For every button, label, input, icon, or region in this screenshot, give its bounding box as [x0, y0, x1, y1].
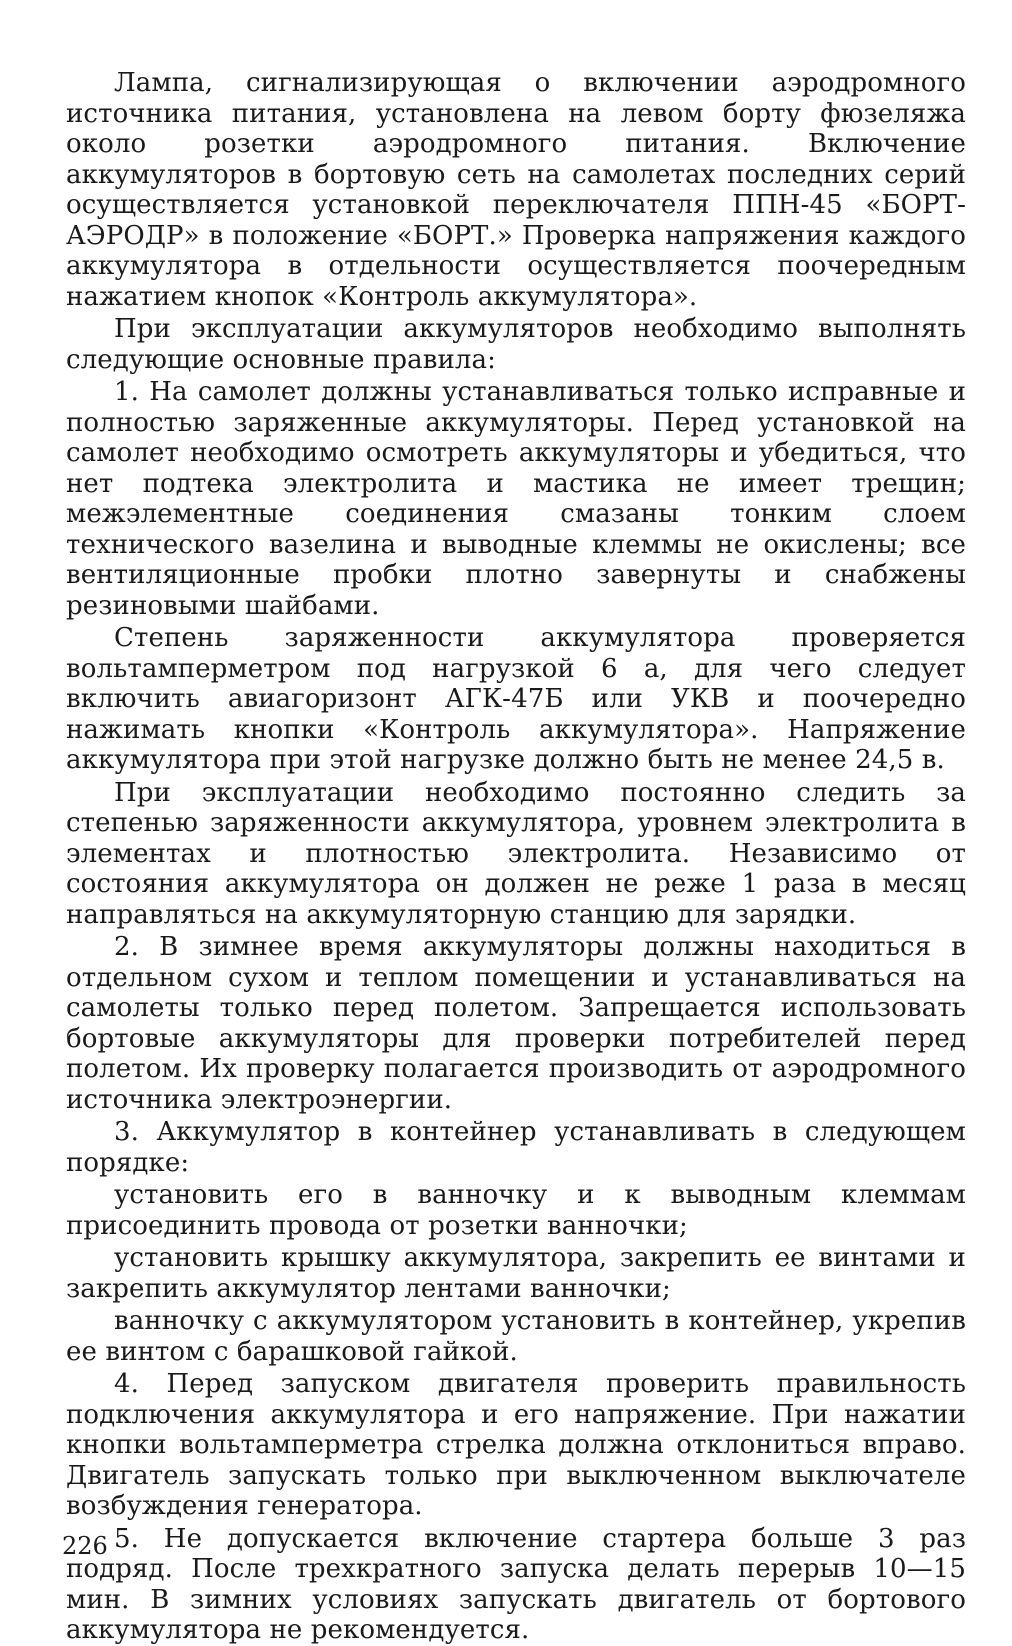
paragraph-rule-3-step-1: установить его в ванночку и к выводным клеммам присоединить провода от розетки ванночки;: [66, 1180, 966, 1241]
paragraph-rule-4: 4. Перед запуском двигателя проверить правильность подключения аккумулятора и его напряжение. При нажатии кнопки вольтамперметра стрелка должна отклониться вправо. Двигатель запускать только при выключенном выключателе возбуждения генератора.: [66, 1369, 966, 1521]
paragraph-charge-monitoring: При эксплуатации необходимо постоянно следить за степенью заряженности аккумулятора, уровнем электролита в элементах и плотностью электролита. Независимо от состояния аккумулятора он должен не реже 1 раза в месяц направляться на аккумуляторную станцию для зарядки.: [66, 777, 966, 930]
paragraph-airfield-lamp: Лампа, сигнализирующая о включении аэродромного источника питания, установлена на левом борту фюзеляжа около розетки аэродромного питания. Включение аккумуляторов в бортовую сеть на самолетах последних серий осуществляется установкой переключателя ППН-45 «БОРТ-АЭРОДР» в положение «БОРТ.» Проверка напряжения каждого аккумулятора в отдельности осуществляется поочередным нажатием кнопок «Контроль аккумулятора».: [66, 68, 966, 312]
paragraph-rule-2: 2. В зимнее время аккумуляторы должны находиться в отдельном сухом и теплом помещении и устанавливаться на самолеты только перед полетом. Запрещается использовать бортовые аккумуляторы для проверки потребителей перед полетом. Их проверку полагается производить от аэродромного источника электроэнергии.: [66, 932, 966, 1115]
page-body: [66, 68, 966, 1646]
paragraph-rule-3-step-3: ванночку с аккумулятором установить в контейнер, укрепив ее винтом с барашковой гайкой.: [66, 1306, 966, 1367]
paragraph-rule-3-step-2: установить крышку аккумулятора, закрепить ее винтами и закрепить аккумулятор лентами ванночки;: [66, 1243, 966, 1304]
paragraph-rule-1: 1. На самолет должны устанавливаться только исправные и полностью заряженные аккумуляторы. Перед установкой на самолет необходимо осмотреть аккумуляторы и убедиться, что нет подтека электролита и мастика не имеет трещин; межэлементные соединения смазаны тонким слоем технического вазелина и выводные клеммы не окислены; все вентиляционные пробки плотно завернуты и снабжены резиновыми шайбами.: [66, 377, 966, 621]
paragraph-charge-check: Степень заряженности аккумулятора проверяется вольтамперметром под нагрузкой 6 а, для чего следует включить авиагоризонт АГК-47Б или УКВ и поочередно нажимать кнопки «Контроль аккумулятора». Напряжение аккумулятора при этой нагрузке должно быть не менее 24,5 в.: [66, 623, 966, 775]
page-number: 226: [62, 1532, 108, 1560]
paragraph-rule-3: 3. Аккумулятор в контейнер устанавливать в следующем порядке:: [66, 1117, 966, 1178]
paragraph-rule-5: 5. Не допускается включение стартера больше 3 раз подряд. После трехкратного запуска делать перерыв 10—15 мин. В зимних условиях запускать двигатель от бортового аккумулятора не рекомендуется.: [66, 1523, 966, 1645]
paragraph-rules-intro: При эксплуатации аккумуляторов необходимо выполнять следующие основные правила:: [66, 314, 966, 375]
